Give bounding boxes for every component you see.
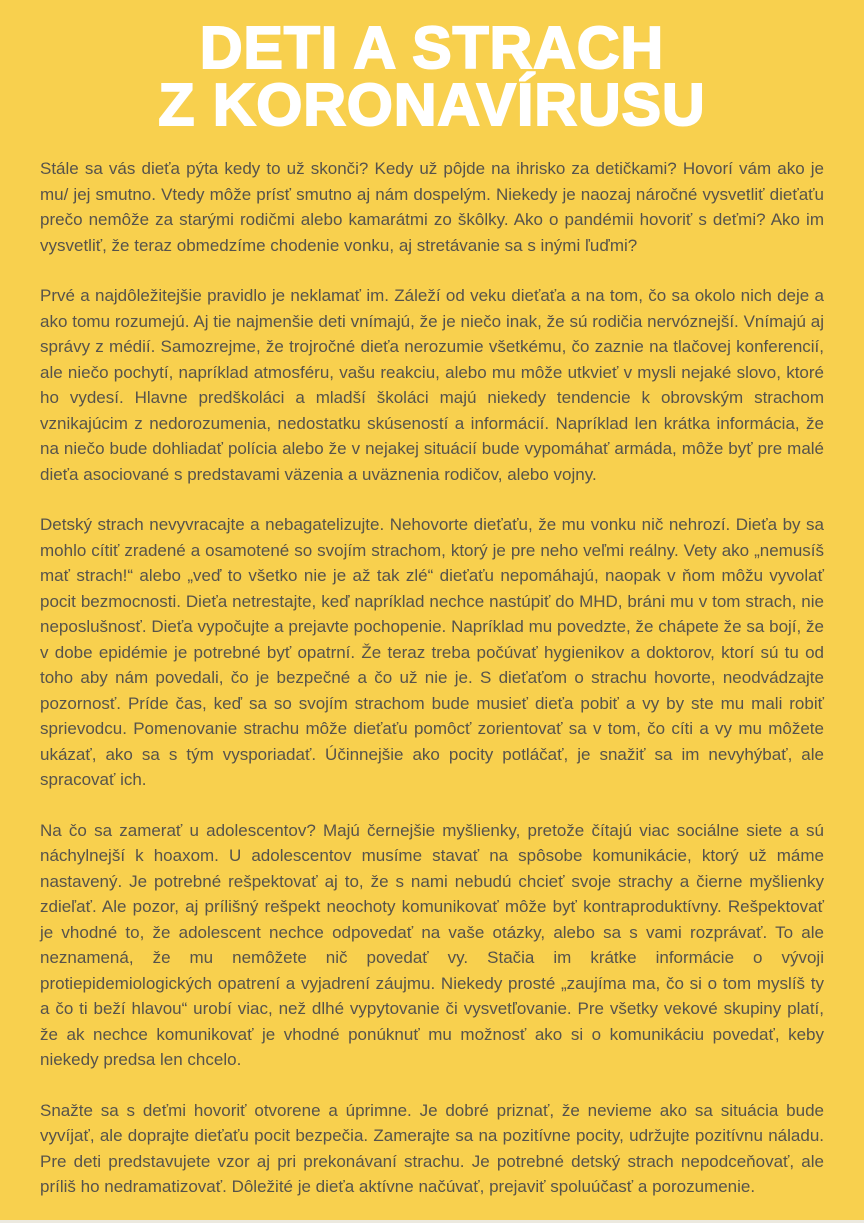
page-title-line-2: Z KORONAVÍRUSU — [158, 72, 706, 138]
page-title-line-1: DETI A STRACH — [199, 15, 665, 81]
body-paragraph: Stále sa vás dieťa pýta kedy to už skonči? Kedy už pôjde na ihrisko za detičkami? Hovorí vám ako je mu/ jej smutno. Vtedy môže prísť smutno aj nám dospelým. Niekedy je naozaj náročné vysvetliť dieťaťu prečo nemôže za starými rodičmi alebo kamarátmi zo škôlky. Ako o pandémii hovoriť s deťmi? Ako im vysvetliť, že teraz obmedzíme chodenie vonku, aj stretávanie sa s inými ľuďmi? — [40, 159, 824, 255]
page-title — [0, 0, 864, 138]
body-paragraph: Snažte sa s deťmi hovoriť otvorene a úprimne. Je dobré priznať, že nevieme ako sa situácia bude vyvíjať, ale doprajte dieťaťu pocit bezpečia. Zamerajte sa na pozitívne pocity, udržujte pozitívnu náladu. Pre deti predstavujete vzor aj pri prekonávaní strachu. Je potrebné detský strach nepodceňovať, ale príliš ho nedramatizovať. Dôležité je dieťa aktívne načúvať, prejaviť spoluúčasť a porozumenie. — [40, 1100, 824, 1196]
body-paragraph: Detský strach nevyvracajte a nebagatelizujte. Nehovorte dieťaťu, že mu vonku nič nehrozí. Dieťa by sa mohlo cítiť zradené a osamotené so svojím strachom, ktorý je pre neho veľmi reálny. Vety ako „nemusíš mať strach!“ alebo „veď to všetko nie je až tak zlé“ dieťaťu nepomáhajú, naopak v ňom môžu vyvolať pocit bezmocnosti. Dieťa netrestajte, keď napríklad nechce nastúpiť do MHD, bráni mu v tom strach, nie neposlušnosť. Dieťa vypočujte a prejavte pochopenie. Napríklad mu povedzte, že chápete že sa bojí, že v dobe epidémie je potrebné byť opatrní. Že teraz treba počúvať hygienikov a doktorov, ktorí sú tu od toho aby nám povedali, čo je bezpečné a čo už nie je. S dieťaťom o strachu hovorte, neodvádzajte pozornosť. Príde čas, keď sa so svojím strachom bude musieť dieťa pobiť a vy by ste mu mali robiť sprievodcu. Pomenovanie strachu môže dieťaťu pomôcť zorientovať sa v tom, čo cíti a vy mu môžete ukázať, ako sa s tým vysporiadať. Účinnejšie ako pocity potláčať, je snažiť sa im nevyhýbať, ale spracovať ich. — [40, 515, 824, 789]
body-paragraph: Na čo sa zamerať u adolescentov? Majú černejšie myšlienky, pretože čítajú viac sociálne siete a sú náchylnejší k hoaxom. U adolescentov musíme stavať na spôsobe komunikácie, ktorý už máme nastavený. Je potrebné rešpektovať aj to, že s nami nebudú chcieť svoje strachy a čierne myšlienky zdieľať. Ale pozor, aj prílišný rešpekt neochoty komunikovať môže byť kontraproduktívny. Rešpektovať je vhodné to, že adolescent nechce odpovedať na vaše otázky, alebo sa s vami rozprávať. To ale neznamená, že mu nemôžete nič povedať vy. Stačia im krátke informácie o vývoji protiepidemiologických opatrení a vyjadrení záujmu. Niekedy prosté „zaujíma ma, čo si o tom myslíš ty a čo ti beží hlavou“ urobí viac, než dlhé vypytovanie či vysvetľovanie. Pre všetky vekové skupiny platí, že ak nechce komunikovať je vhodné ponúknuť mu možnosť ako si o komunikáciu povedať, keby niekedy predsa len chcelo. — [40, 820, 824, 1069]
article-body — [0, 156, 864, 1200]
body-paragraph: Prvé a najdôležitejšie pravidlo je neklamať im. Záleží od veku dieťaťa a na tom, čo sa okolo nich deje a ako tomu rozumejú. Aj tie najmenšie deti vnímajú, že je niečo inak, že sú rodičia nervóznejší. Vnímajú aj správy z médií. Samozrejme, že trojročné dieťa nerozumie všetkému, čo zaznie na tlačovej konferencií, ale niečo pochytí, napríklad atmosféru, vašu reakciu, alebo mu môže utkvieť v mysli nejaké slovo, ktoré ho vydesí. Hlavne predškoláci a mladší školáci majú niekedy tendencie k obrovským strachom vznikajúcim z nedorozumenia, nedostatku skúseností a informácií. Napríklad len krátka informácia, že na niečo bude dohliadať polícia alebo že v nejakej situácií bude vypomáhať armáda, môže byť pre malé dieťa asociované s predstavami väzenia a uväznenia rodičov, alebo vojny. — [40, 286, 824, 484]
